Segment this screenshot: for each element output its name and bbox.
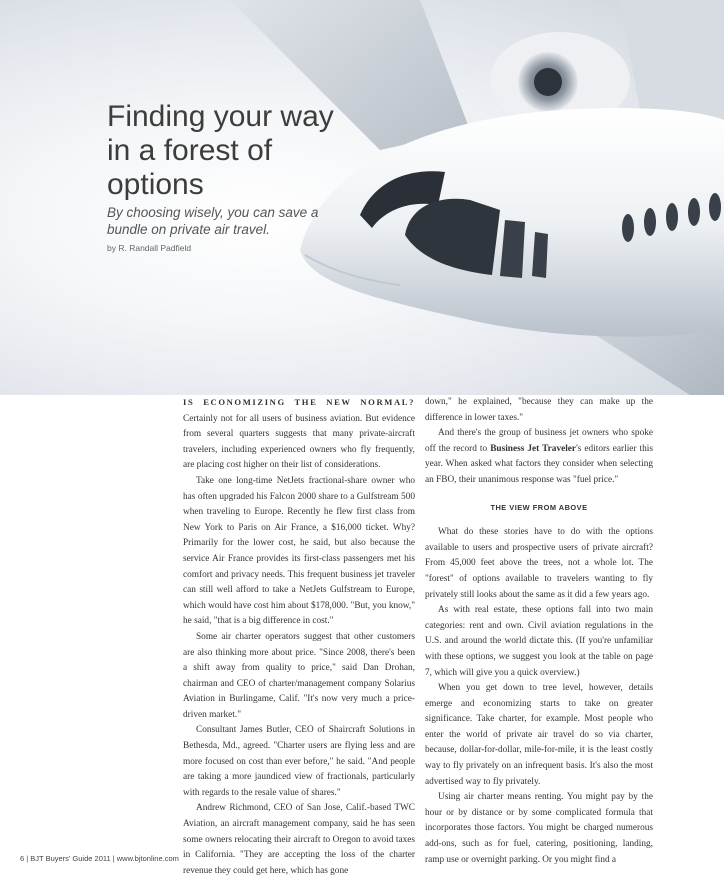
article-column-2 [425,395,653,868]
paragraph: Some air charter operators suggest that other customers are also thinking more about price. "Since 2008, there's been a shift away from quality to price," said Dan Drohan, chairman and CEO of charter/management company Solarius Aviation in Burlingame, Calif. "It's now very much a price-driven market." [183,631,415,720]
page-footer: 6 | BJT Buyers' Guide 2011 | www.bjtonline.com [20,854,179,863]
paragraph [425,426,653,488]
section-subhead: THE VIEW FROM ABOVE [490,502,588,512]
paragraph: What do these stories have to do with the options available to users and prospective users of private aircraft? From 45,000 feet above the trees, not a whole lot. The "forest" of options available to travelers wanting to fly privately still looks about the same as it did a few years ago. [425,527,653,600]
article-byline: by R. Randall Padfield [107,243,192,253]
paragraph: down," he explained, "because they can make up the difference in lower taxes." [425,397,653,423]
article-subtitle: By choosing wisely, you can save a bundle on private air travel. [107,205,319,237]
article-title: Finding your way in a forest of options [107,100,334,201]
paragraph: When you get down to tree level, however, details emerge and economizing starts to take on greater significance. Take charter, for example. Most people who enter the world of private air travel do so via charter, because, dollar-for-dollar, mile-for-mile, it is the least costly way to fly privately on an infrequent basis. It's also the most advertised way to fly privately. [425,683,653,787]
paragraph [183,395,415,474]
paragraph: Andrew Richmond, CEO of San Jose, Calif.-based TWC Aviation, an aircraft management company, said he has seen some owners relocating their aircraft to Oregon to avoid taxes in California. "They are accepting the loss of the charter revenue they could get here, which has gone [183,803,415,876]
lead-in: IS ECONOMIZING THE NEW NORMAL? [183,397,415,407]
article-column-1 [183,395,415,879]
paragraph: Using air charter means renting. You might pay by the hour or by distance or by some complicated formula that incorporates those factors. You might be charged numerous add-ons, such as for fuel, catering, positioning, landing, ramp use or overnight parking. Or you might find a [425,792,653,865]
paragraph: Take one long-time NetJets fractional-share owner who has often upgraded his Falcon 2000 share to a Gulfstream 500 when traveling to Europe. Recently he flew first class from New York to Paris on Air France, a $16,000 ticket. Why? Primarily for the lower cost, he said, but also because the service Air France provides its first-class passengers met his comfort and privacy needs. This frequent business jet traveler can still well afford to take a NetJets Gulfstream to Europe, which would have cost him about $178,000. "But, you know," he said, "that is a big difference in cost." [183,475,415,627]
paragraph-text: Certainly not for all users of business aviation. But evidence from several quarters suggests that many private-aircraft travelers, including experienced owners who fly frequently, are placing cost higher on their list of considerations. [183,413,415,471]
paragraph-text: And there's the group of business jet owners who spoke off the record to [425,428,653,454]
paragraph: Consultant James Butler, CEO of Shaircraft Solutions in Bethesda, Md., agreed. "Charter users are flying less and are more focused on cost than ever before," he said. "And people are taking a more jaundiced view of fractionals, particularly with regards to the resale value of shares." [183,725,415,798]
publication-name: Business Jet Traveler [490,443,577,454]
paragraph-text: 's editors earlier this year. When asked what factors they consider when selecting an FBO, their unanimous response was "fuel price." [425,443,653,485]
paragraph: As with real estate, these options fall into two main categories: rent and own. Civil aviation regulations in the U.S. and around the world dictate this. (If you're unfamiliar with these options, we suggest you look at the table on page 7, which will give you a quick overview.) [425,605,653,678]
